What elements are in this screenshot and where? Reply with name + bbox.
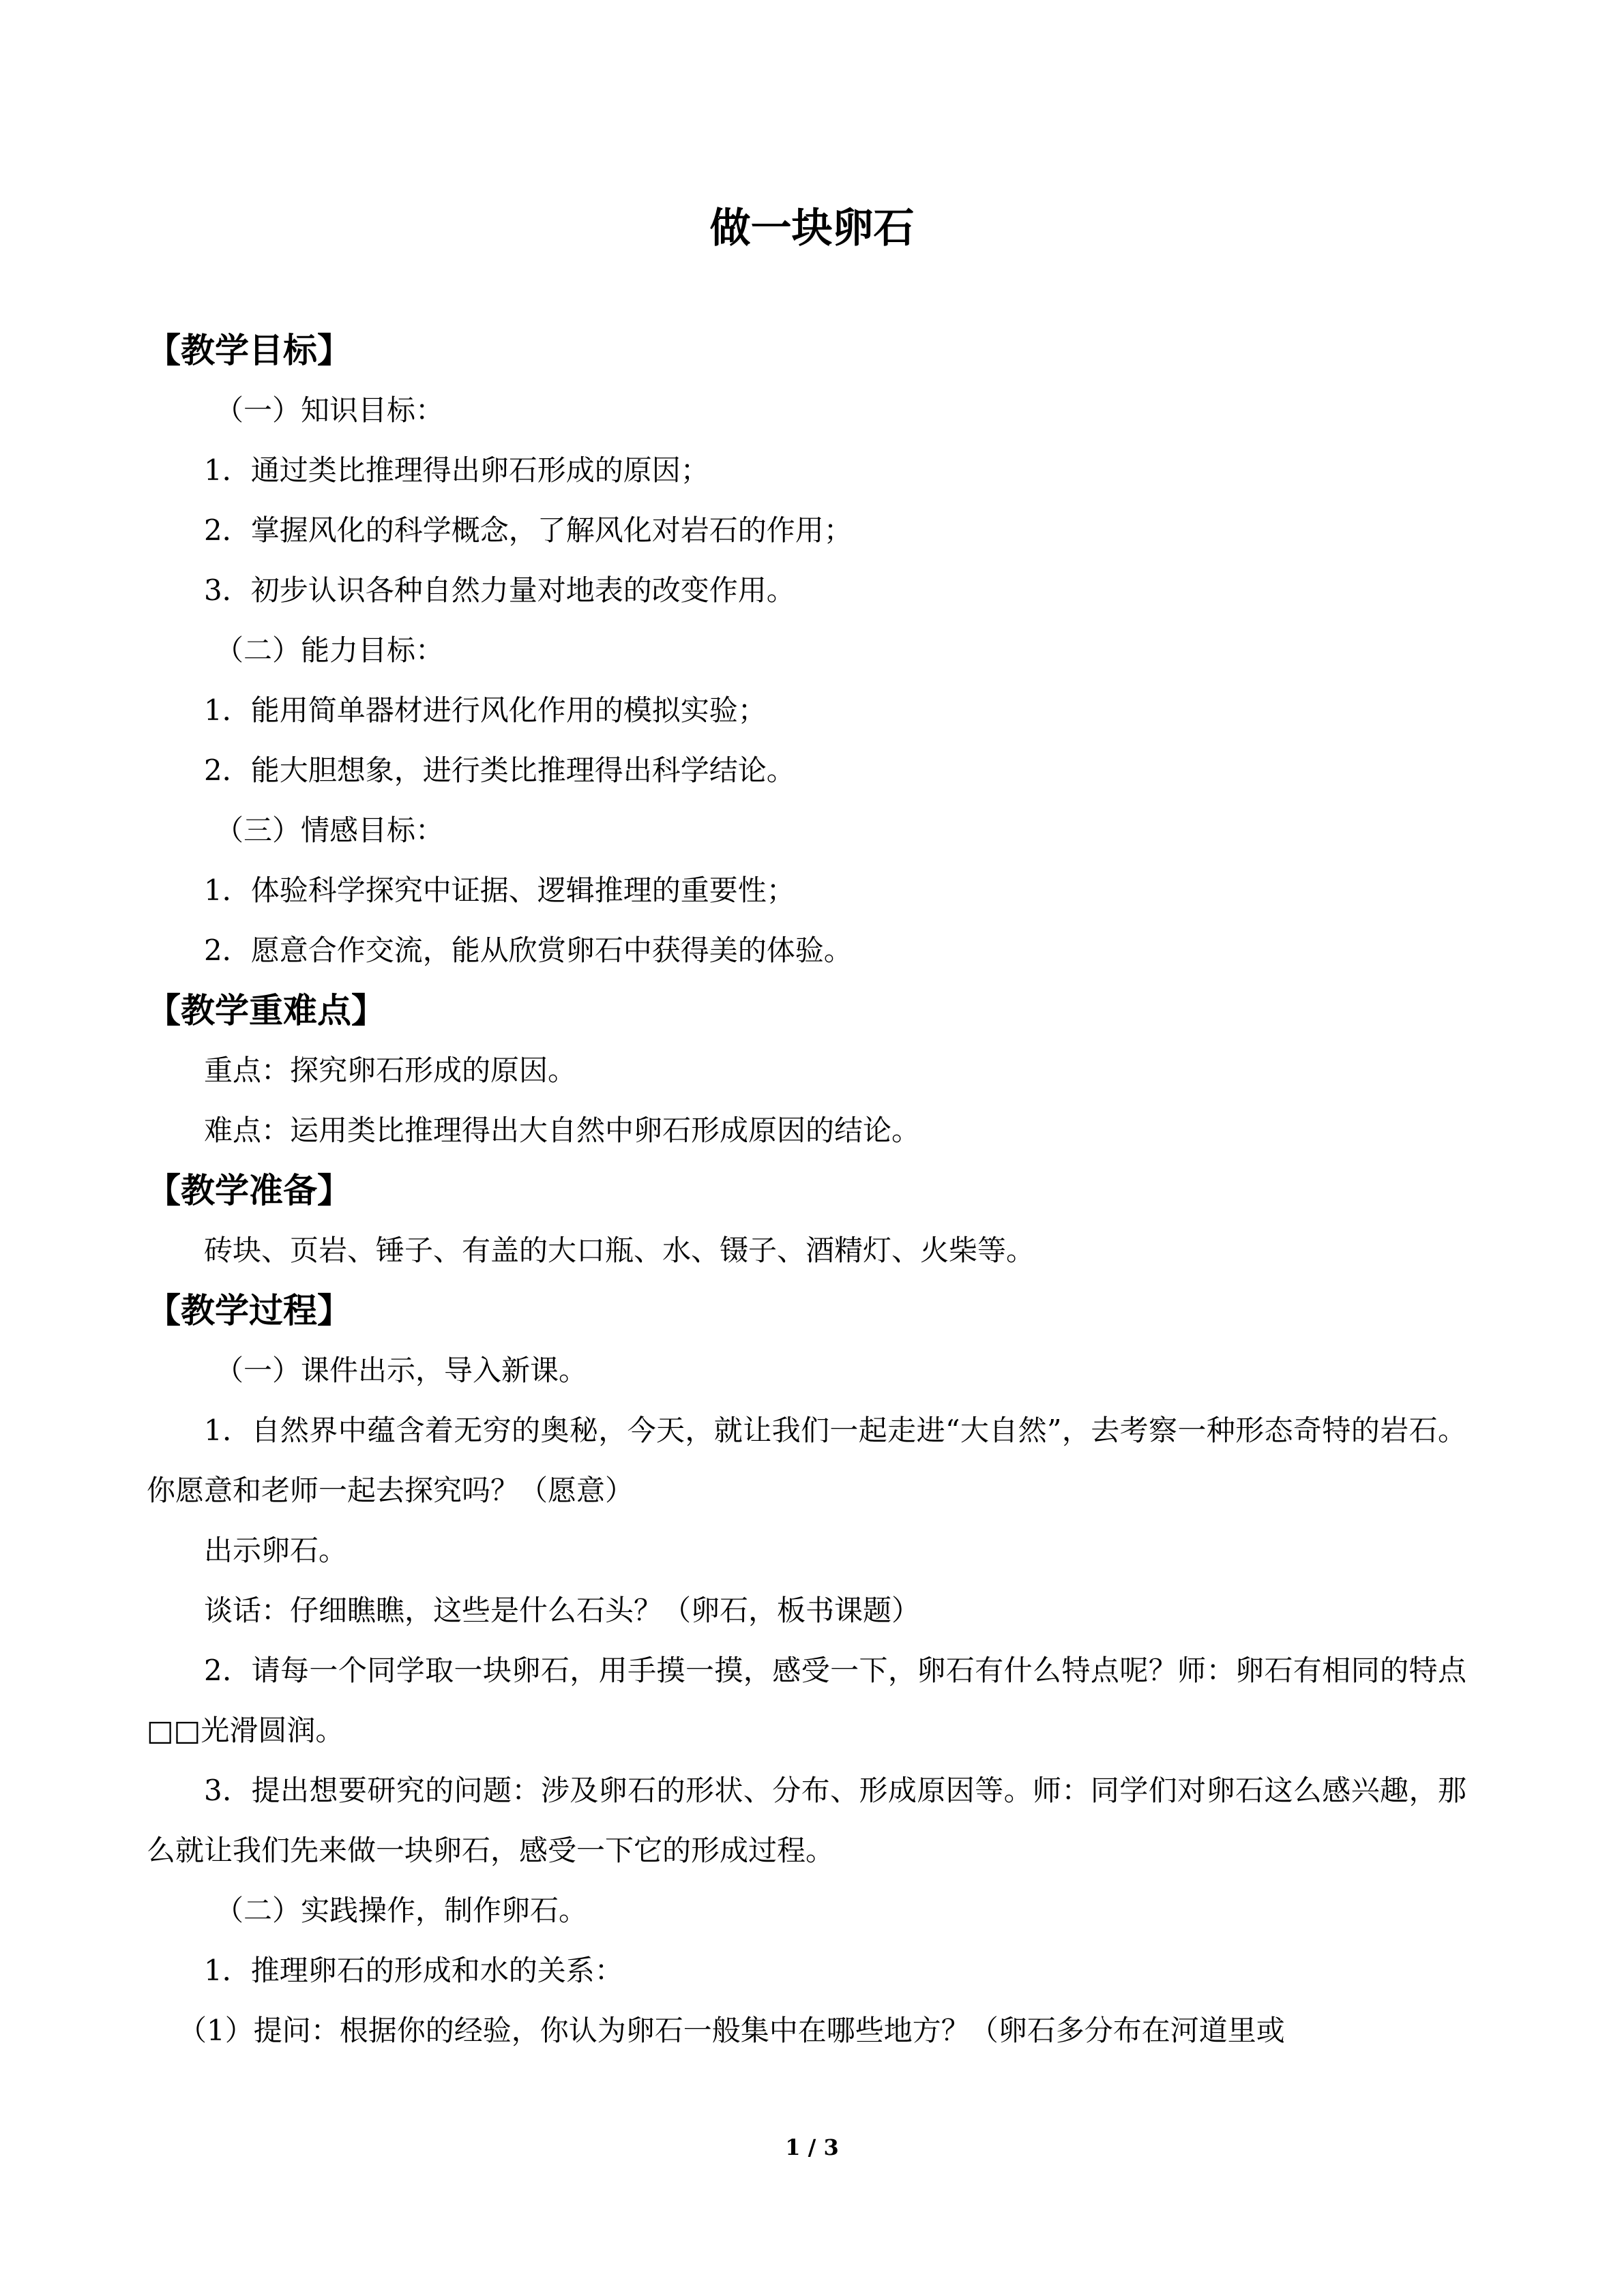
ability-objectives-label: （二）能力目标： bbox=[215, 633, 445, 667]
key-point-item: 重点：探究卵石形成的原因。 bbox=[204, 1054, 577, 1087]
emotion-objective-item: 1．体验科学探究中证据、逻辑推理的重要性； bbox=[204, 874, 795, 907]
process-paragraph: 出示卵石。 bbox=[204, 1534, 348, 1567]
process-paragraph: （1）提问：根据你的经验，你认为卵石一般集中在哪些地方？（卵石多分布在河道里或 bbox=[178, 2014, 1285, 2047]
page-number: 1 / 3 bbox=[785, 2134, 839, 2160]
process-part1-label: （一）课件出示，导入新课。 bbox=[215, 1354, 588, 1387]
process-paragraph: 谈话：仔细瞧瞧，这些是什么石头？（卵石，板书课题） bbox=[204, 1594, 921, 1627]
emotion-objective-item: 2．愿意合作交流，能从欣赏卵石中获得美的体验。 bbox=[204, 934, 853, 967]
process-paragraph: 1．推理卵石的形成和水的关系： bbox=[204, 1954, 623, 1987]
process-part2-label: （二）实践操作，制作卵石。 bbox=[215, 1894, 588, 1927]
knowledge-objective-item: 3．初步认识各种自然力量对地表的改变作用。 bbox=[204, 573, 795, 607]
process-paragraph: 3．提出想要研究的问题：涉及卵石的形状、分布、形成原因等。师：同学们对卵石这么感兴趣，那么就让我们先来做一块卵石，感受一下它的形成过程。 bbox=[147, 1774, 1466, 1867]
knowledge-objective-item: 1．通过类比推理得出卵石形成的原因； bbox=[204, 453, 709, 487]
ability-objective-item: 2．能大胆想象，进行类比推理得出科学结论。 bbox=[204, 754, 795, 787]
key-point-item: 难点：运用类比推理得出大自然中卵石形成原因的结论。 bbox=[204, 1114, 921, 1147]
section-heading-preparation: 【教学准备】 bbox=[147, 1171, 351, 1210]
emotion-objectives-label: （三）情感目标： bbox=[215, 814, 445, 847]
section-heading-objectives: 【教学目标】 bbox=[147, 331, 351, 370]
process-paragraph: 1．自然界中蕴含着无穷的奥秘，今天，就让我们一起走进“大自然”，去考察一种形态奇特的岩石。你愿意和老师一起去探究吗？（愿意） bbox=[147, 1414, 1466, 1507]
document-body bbox=[147, 320, 1466, 2061]
preparation-text: 砖块、页岩、锤子、有盖的大口瓶、水、镊子、酒精灯、火柴等。 bbox=[204, 1234, 1035, 1267]
section-heading-process: 【教学过程】 bbox=[147, 1291, 351, 1330]
process-paragraph: 2．请每一个同学取一块卵石，用手摸一摸，感受一下，卵石有什么特点呢？师：卵石有相同的特点□□光滑圆润。 bbox=[147, 1654, 1466, 1747]
knowledge-objectives-label: （一）知识目标： bbox=[215, 393, 445, 427]
ability-objective-item: 1．能用简单器材进行风化作用的模拟实验； bbox=[204, 694, 767, 727]
section-heading-key-points: 【教学重难点】 bbox=[147, 991, 385, 1030]
knowledge-objective-item: 2．掌握风化的科学概念，了解风化对岩石的作用； bbox=[204, 513, 853, 547]
document-title: 做一块卵石 bbox=[709, 205, 915, 252]
